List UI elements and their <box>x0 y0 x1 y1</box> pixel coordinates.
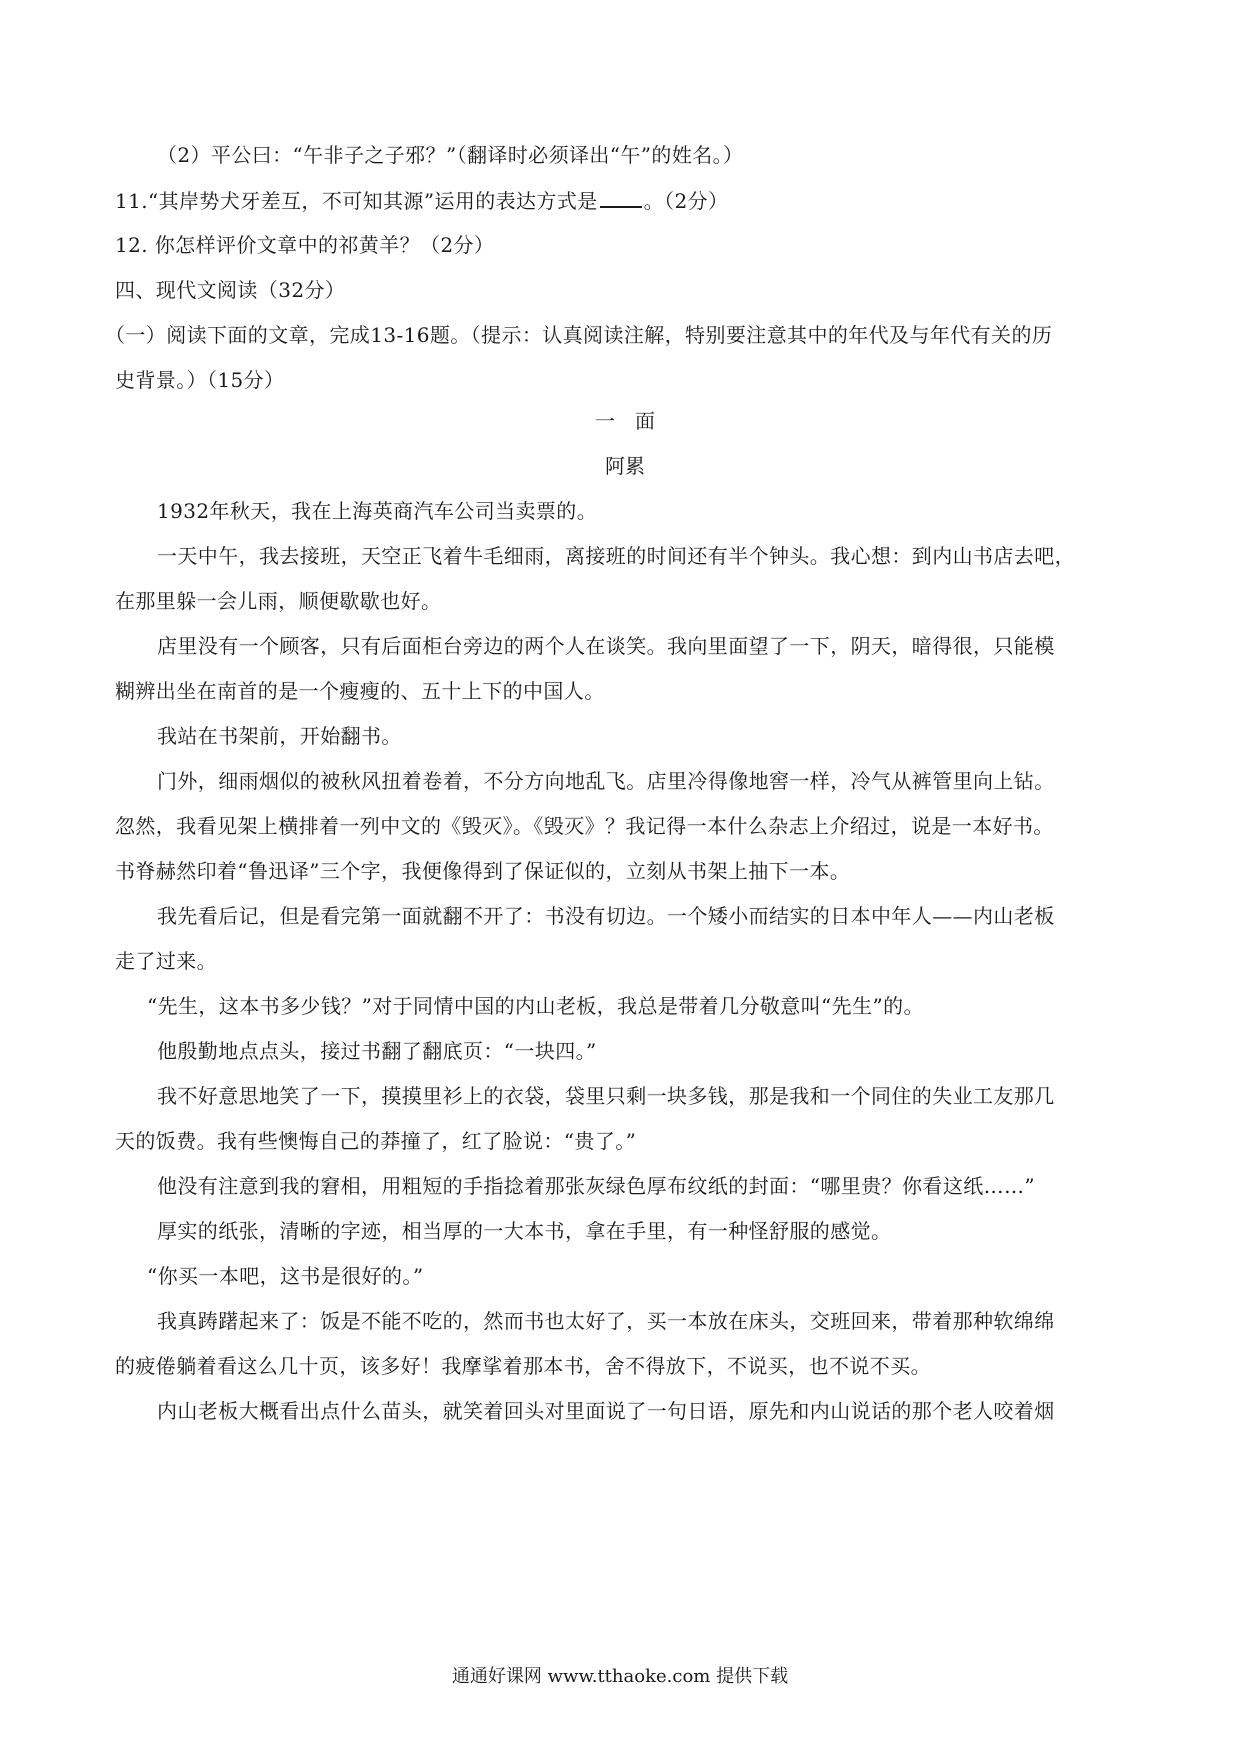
paragraph-line: 1932年秋天，我在上海英商汽车公司当卖票的。 <box>157 499 598 523</box>
document-page <box>105 0 1135 1754</box>
paragraph-line: 我站在书架前，开始翻书。 <box>157 724 402 748</box>
question-11-score: 。（2分） <box>643 189 729 213</box>
paragraph-line: 书脊赫然印着“鲁迅译”三个字，我便像得到了保证似的，立刻从书架上抽下一本。 <box>115 859 851 883</box>
question-12: 12. 你怎样评价文章中的祁黄羊？（2分） <box>115 233 495 257</box>
paragraph-line: 我真踌躇起来了：饭是不能不吃的，然而书也太好了，买一本放在床头，交班回来，带着那种软绵绵 <box>157 1309 1055 1333</box>
part-instructions-line-2: 史背景。）（15分） <box>115 368 285 392</box>
article-title: 一 面 <box>595 409 655 433</box>
part-instructions-line-1: （一）阅读下面的文章，完成13-16题。（提示：认真阅读注解，特别要注意其中的年代及与年代有关的历 <box>105 323 1053 347</box>
paragraph-line: 我不好意思地笑了一下，摸摸里衫上的衣袋，袋里只剩一块多钱，那是我和一个同住的失业工友那几 <box>157 1084 1055 1108</box>
paragraph-line: 一天中午，我去接班，天空正飞着牛毛细雨，离接班的时间还有半个钟头。我心想：到内山书店去吧， <box>157 544 1075 568</box>
article-author: 阿累 <box>605 454 645 478</box>
paragraph-line: 门外，细雨烟似的被秋风扭着卷着，不分方向地乱飞。店里冷得像地窖一样，冷气从裤管里向上钻。 <box>157 769 1055 793</box>
question-11 <box>115 188 728 213</box>
paragraph-line: 走了过来。 <box>115 949 217 973</box>
question-11-text: 11.“其岸势犬牙差互，不可知其源”运用的表达方式是 <box>115 189 598 213</box>
paragraph-line: 厚实的纸张，清晰的字迹，相当厚的一大本书，拿在手里，有一种怪舒服的感觉。 <box>157 1219 892 1243</box>
paragraph-line: 忽然，我看见架上横排着一列中文的《毁灭》。《毁灭》？我记得一本什么杂志上介绍过，说是一本好书。 <box>115 814 1054 838</box>
page-footer: 通通好课网 www.tthaoke.com 提供下载 <box>451 1666 789 1687</box>
paragraph-line: 他没有注意到我的窘相，用粗短的手指捻着那张灰绿色厚布纹纸的封面：“哪里贵？你看这纸……” <box>157 1174 1036 1198</box>
paragraph-line: 在那里躲一会儿雨，顺便歇歇也好。 <box>115 589 442 613</box>
question-10-2: （2）平公曰：“午非子之子邪？”（翻译时必须译出“午”的姓名。） <box>157 143 744 167</box>
paragraph-line: “你买一本吧，这书是很好的。” <box>147 1264 424 1288</box>
section-heading: 四、现代文阅读（32分） <box>115 278 346 302</box>
paragraph-line: 内山老板大概看出点什么苗头，就笑着回头对里面说了一句日语，原先和内山说话的那个老人咬着烟 <box>157 1399 1055 1423</box>
paragraph-line: 店里没有一个顾客，只有后面柜台旁边的两个人在谈笑。我向里面望了一下，阴天，暗得很，只能模 <box>157 634 1055 658</box>
paragraph-line: 的疲倦躺着看这么几十页，该多好！我摩挲着那本书，舍不得放下，不说买，也不说不买。 <box>115 1354 931 1378</box>
paragraph-line: 他殷勤地点点头，接过书翻了翻底页：“一块四。” <box>157 1039 597 1063</box>
answer-blank <box>600 188 642 208</box>
paragraph-line: 天的饭费。我有些懊悔自己的莽撞了，红了脸说：“贵了。” <box>115 1129 637 1153</box>
paragraph-line: “先生，这本书多少钱？”对于同情中国的内山老板，我总是带着几分敬意叫“先生”的。 <box>147 994 924 1018</box>
paragraph-line: 糊辨出坐在南首的是一个瘦瘦的、五十上下的中国人。 <box>115 679 605 703</box>
paragraph-line: 我先看后记，但是看完第一面就翻不开了：书没有切边。一个矮小而结实的日本中年人——内山老板 <box>157 904 1055 928</box>
